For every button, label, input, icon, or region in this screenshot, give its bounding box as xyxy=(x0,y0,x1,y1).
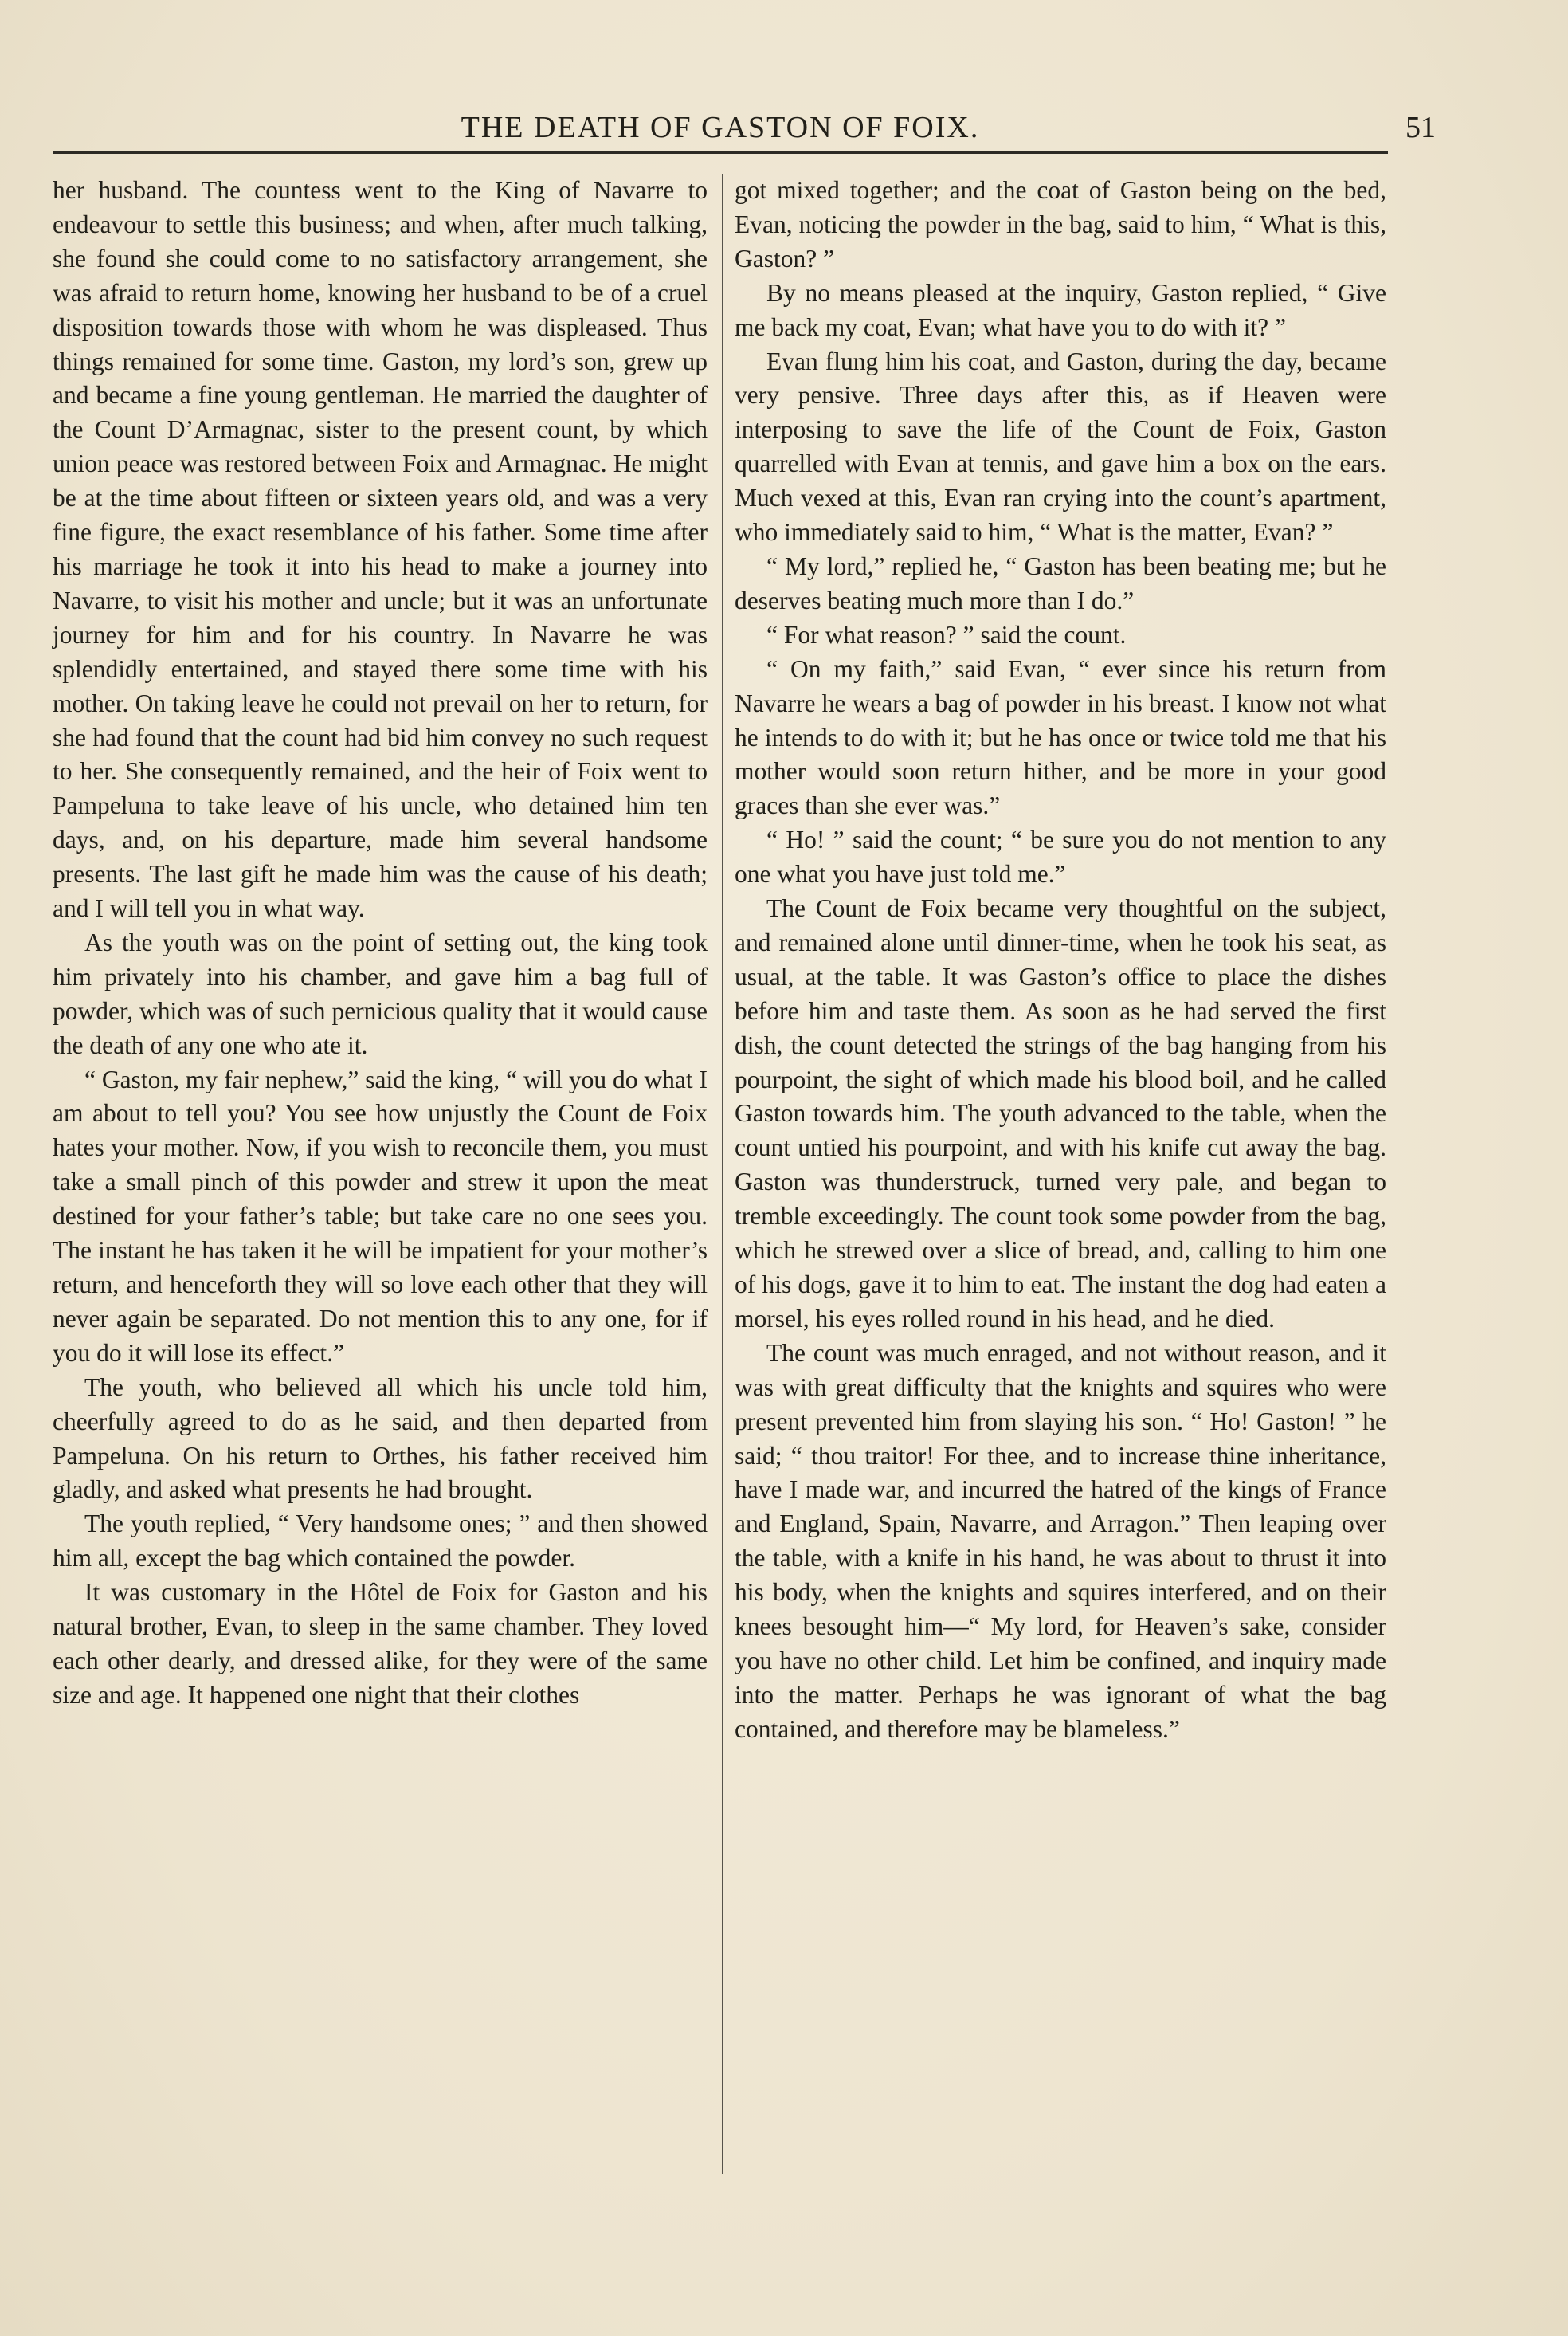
page-title: THE DEATH OF GASTON OF FOIX. xyxy=(461,111,980,144)
paragraph: “ On my faith,” said Evan, “ ever since his return from Navarre he wears a bag of powder in his breast. I know not what he intends to do with it; but he has once or twice told me that his mother would soon return hither, and be more in your good graces than she ever was.” xyxy=(735,654,1386,820)
paragraph: The youth, who believed all which his uncle told him, cheerfully agreed to do as he said, and then departed from Pampeluna. On his return to Orthes, his father received him gladly, and asked what presents he had brought. xyxy=(53,1372,708,1504)
paragraph: The youth replied, “ Very handsome ones; ” and then showed him all, except the bag which contained the powder. xyxy=(53,1510,708,1572)
paragraph: “ For what reason? ” said the count. xyxy=(766,620,1127,649)
page-number: 51 xyxy=(1405,111,1436,144)
paragraph: “ Ho! ” said the count; “ be sure you do not mention to any one what you have just told me.” xyxy=(735,826,1386,889)
paragraph: “ My lord,” replied he, “ Gaston has been beating me; but he deserves beating much more than I do.” xyxy=(735,552,1386,614)
paragraph: her husband. The countess went to the King of Navarre to endeavour to settle this business; and when, after much talking, she found she could come to no satisfactory arrangement, she was afraid to return home, knowing her husband to be of a cruel disposition towards those with whom he was displeased. Thus things remained for some time. Gaston, my lord’s son, grew up and became a fine young gentleman. He married the daughter of the Count D’Armagnac, sister to the present count, by which union peace was restored between Foix and Armagnac. He might be at the time about fifteen or sixteen years old, and was a very fine figure, the exact resemblance of his father. Some time after his marriage he took it into his head to make a journey into Navarre, to visit his mother and uncle; but it was an unfortunate journey for him and for his country. In Navarre he was splendidly entertained, and stayed there some time with his mother. On taking leave he could not prevail on her to return, for she had found that the count had bid him convey no such request to her. She consequently remained, and the heir of Foix went to Pampeluna to take leave of his uncle, who detained him ten days, and, on his departure, made him several handsome presents. The last gift he made him was the cause of his death; and I will tell you in what way. xyxy=(53,176,708,923)
paragraph: got mixed together; and the coat of Gaston being on the bed, Evan, noticing the powder in the bag, said to him, “ What is this, Gaston? ” xyxy=(735,176,1386,273)
column-divider xyxy=(722,174,723,2174)
left-column xyxy=(53,174,708,1713)
paragraph: As the youth was on the point of setting out, the king took him privately into his chamber, and gave him a bag full of powder, which was of such pernicious quality that it would cause the death of any one who ate it. xyxy=(53,928,708,1059)
header-rule xyxy=(53,151,1388,154)
paragraph: By no means pleased at the inquiry, Gaston replied, “ Give me back my coat, Evan; what have you to do with it? ” xyxy=(735,278,1386,341)
paragraph: The Count de Foix became very thoughtful on the subject, and remained alone until dinner-time, when he took his seat, as usual, at the table. It was Gaston’s office to place the dishes before him and taste them. As soon as he had served the first dish, the count detected the strings of the bag hanging from his pourpoint, the sight of which made his blood boil, and he called Gaston towards him. The youth advanced to the table, when the count untied his pourpoint, and with his knife cut away the bag. Gaston was thunderstruck, turned very pale, and began to tremble exceedingly. The count took some powder from the bag, which he strewed over a slice of bread, and, calling to him one of his dogs, gave it to him to eat. The instant the dog had eaten a morsel, his eyes rolled round in his head, and he died. xyxy=(735,894,1386,1333)
paragraph: It was customary in the Hôtel de Foix for Gaston and his natural brother, Evan, to sleep in the same chamber. They loved each other dearly, and dressed alike, for they were of the same size and age. It happened one night that their clothes xyxy=(53,1578,708,1709)
paragraph: Evan flung him his coat, and Gaston, during the day, became very pensive. Three days after this, as if Heaven were interposing to save the life of the Count de Foix, Gaston quarrelled with Evan at tennis, and gave him a box on the ears. Much vexed at this, Evan ran crying into the count’s apartment, who immediately said to him, “ What is the matter, Evan? ” xyxy=(735,347,1386,547)
paragraph: “ Gaston, my fair nephew,” said the king, “ will you do what I am about to tell you? You see how unjustly the Count de Foix hates your mother. Now, if you wish to reconcile them, you must take a small pinch of this powder and strew it upon the meat destined for your father’s table; but take care no one sees you. The instant he has taken it he will be impatient for your mother’s return, and henceforth they will so love each other that they will never again be separated. Do not mention this to any one, for if you do it will lose its effect.” xyxy=(53,1065,708,1367)
running-head xyxy=(53,110,1436,155)
paragraph: The count was much enraged, and not without reason, and it was with great difficulty that the knights and squires who were present prevented him from slaying his son. “ Ho! Gaston! ” he said; “ thou traitor! For thee, and to increase thine inheritance, have I made war, and incurred the hatred of the kings of France and England, Spain, Navarre, and Arragon.” Then leaping over the table, with a knife in his hand, he was about to thrust it into his body, when the knights and squires interfered, and on their knees besought him—“ My lord, for Heaven’s sake, consider you have no other child. Let him be confined, and inquiry made into the matter. Perhaps he was ignorant of what the bag contained, and therefore may be blameless.” xyxy=(735,1338,1386,1743)
right-column xyxy=(735,174,1386,1747)
